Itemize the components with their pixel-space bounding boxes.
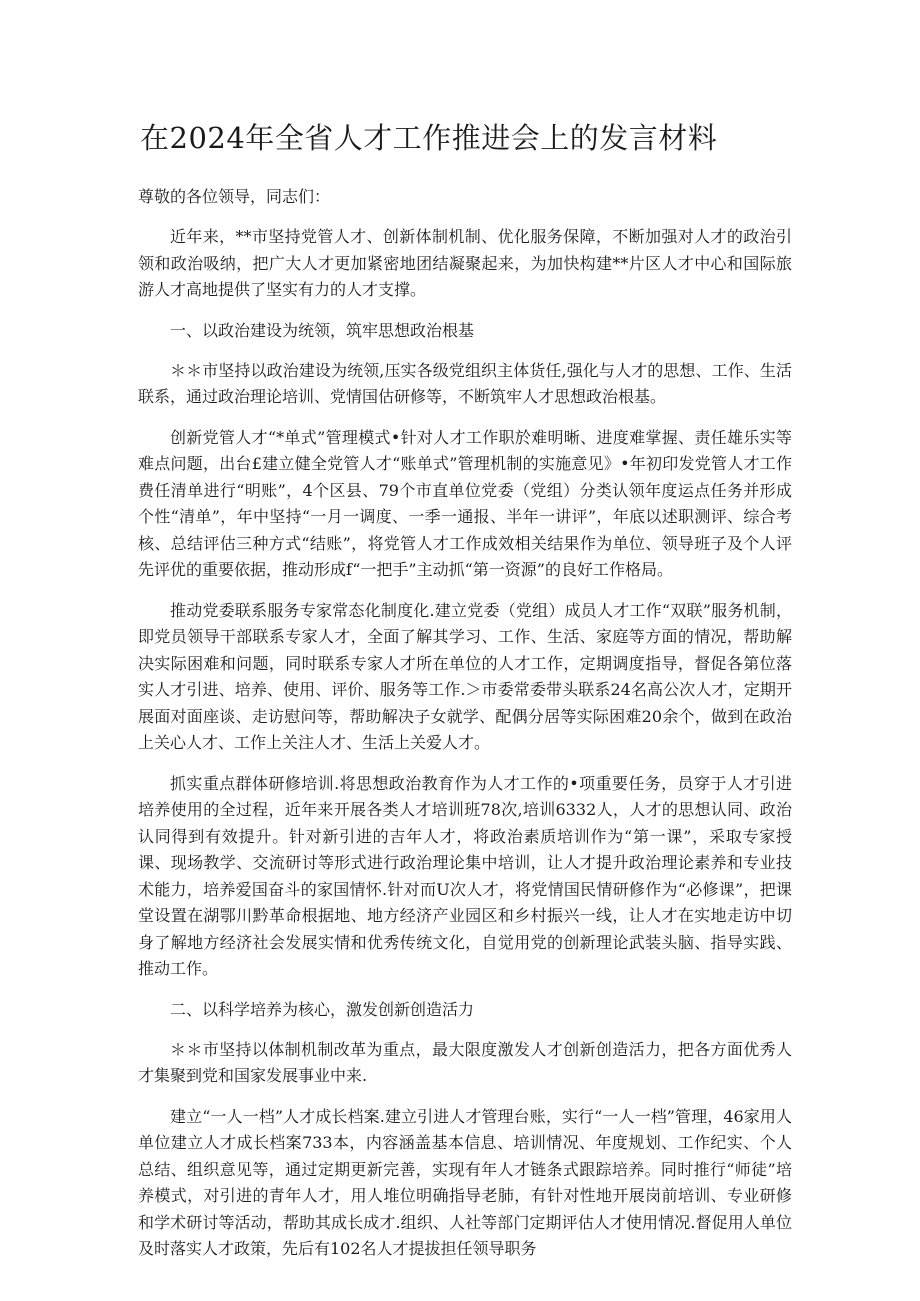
- document-title: 在2024年全省人才工作推进会上的发言材料: [140, 121, 718, 155]
- section-heading-2: 二、以科学培养为核心，激发创新创造活力: [170, 999, 475, 1019]
- paragraph: 抓实重点群体研修培训.将思想政治教育作为人才工作的•项重要任务，员穿于人才引进培养使用的全过程，近年来开展各类人才培训班78次,培训6332人，人才的思想认同、政治认同得到有效提升。针对新引进的吉年人才，将政治素质培训作为“第一课”，采取专家授课、现场教学、交流研讨等形式进行政治理论集中培训，让人才提升政治理论素养和专业技术能力，培养爱国奋斗的家国情怀.针对而U次人才，将党情国民情研修作为“必修课”，把课堂设置在湖鄂川黔革命根据地、地方经济产业园区和乡村振兴一线，让人才在实地走访中切身了解地方经济社会发展实情和优秀传统文化，自觉用党的创新理论武装头脑、指导实践、推动工作。: [138, 773, 792, 978]
- paragraph: ＊＊市坚持以体制机制改革为重点，最大限度激发人才创新创造活力，把各方面优秀人才集聚到党和国家发展事业中来.: [138, 1039, 792, 1085]
- paragraph: 推动党委联系服务专家常态化制度化.建立党委（党组）成员人才工作“双联”服务机制，即党员领导干部联系专家人才，全面了解其学习、工作、生活、家庭等方面的情况，帮助解决实际困难和问题，同时联系专家人才所在单位的人才工作，定期调度指导，督促各第位落实人才引进、培养、使用、评价、服务等工作.＞市委常委带头联系24名高公次人才，定期开展面对面座谈、走访慰问等，帮助解决子女就学、配偶分居等实际困难20余个，做到在政治上关心人才、工作上关注人才、生活上关爱人才。: [138, 600, 792, 752]
- paragraph: 建立“一人一档”人才成长档案.建立引进人才管理台账，实行“一人一档”管理，46家用人单位建立人才成长档案733本，内容涵盖基本信息、培训情况、年度规划、工作纪实、个人总结、组织意见等，通过定期更新完善，实现有年人才链条式跟踪培养。同时推行“师徒”培养模式，对引进的青年人才，用人堆位明确指导老肺，有针对性地开展岗前培训、专业研修和学术研讨等活动，帮助其成长成才.组织、人社等部门定期评估人才使用情况.督促用人单位及时落实人才政策，先后有102名人才提拔担任领导职务: [138, 1106, 792, 1258]
- salutation: 尊敬的各位领导，同志们：: [138, 187, 331, 206]
- paragraph: 创新党管人才“*单式”管理模式•针对人才工作职於难明晰、进度难掌握、责任雄乐实等难点问题，出台£建立健全党管人才“账单式”管理机制的实施意见》•年初印发党管人才工作费任清单进行“明账”，4个区县、79个市直单位党委（党组）分类认领年度运点任务并形成个性“清单”，年中坚持“一月一调度、一季一通报、半年一讲评”，年底以述职测评、综合考核、总结评估三种方式“结账”，将党管人才工作成效相关结果作为单位、领导班子及个人评先评优的重要依据，推动形成f“一把手”主动抓“第一资源”的良好工作格局。: [138, 427, 792, 579]
- paragraph-intro: 近年来，**市坚持党管人才、创新体制机制、优化服务保障，不断加强对人才的政治引领和政治吸纳，把广大人才更加紧密地团结凝聚起来，为加快构建**片区人才中心和国际旅游人才高地提供了坚实有力的人才支撑。: [138, 227, 792, 299]
- section-heading-1: 一、以政治建设为统领，筑牢思想政治根基: [170, 320, 475, 340]
- paragraph: ＊＊市坚持以政治建设为统领,压实各级党组织主体货任,强化与人才的思想、工作、生活联系，通过政治理论培训、党情国估研修等，不断筑牢人才思想政治根基。: [138, 360, 792, 406]
